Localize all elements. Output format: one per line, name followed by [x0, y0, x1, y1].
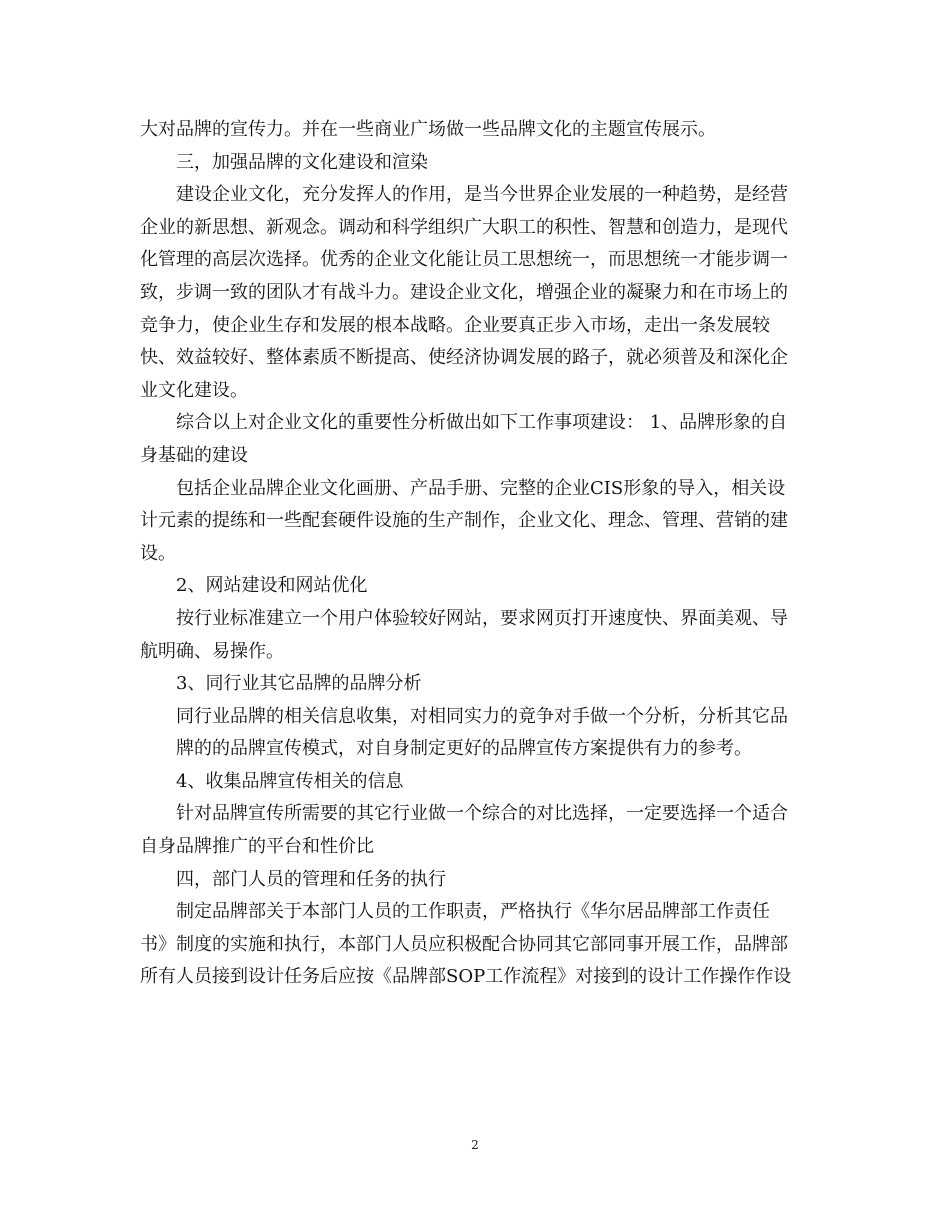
text-line: 牌的的品牌宣传模式，对自身制定更好的品牌宣传方案提供有力的参考。 — [176, 738, 752, 760]
page-number: 2 — [471, 1138, 479, 1152]
text-line: 化管理的高层次选择。优秀的企业文化能让员工思想统一，而思想统一才能步调一 — [140, 249, 788, 271]
text-line: 致，步调一致的团队才有战斗力。建设企业文化，增强企业的凝聚力和在市场上的 — [140, 281, 788, 303]
text-line: 自身品牌推广的平台和性价比 — [140, 836, 374, 858]
text-line: 建设企业文化，充分发挥人的作用，是当今世界企业发展的一种趋势，是经营 — [176, 184, 788, 206]
text-line: 针对品牌宣传所需要的其它行业做一个综合的对比选择，一定要选择一个适合 — [176, 803, 788, 825]
text-line: 包括企业品牌企业文化画册、产品手册、完整的企业CIS形象的导入，相关设 — [176, 477, 786, 499]
text-line: 书》制度的实施和执行，本部门人员应积极配合协同其它部同事开展工作，品牌部 — [140, 933, 788, 955]
text-line: 4、收集品牌宣传相关的信息 — [176, 770, 404, 792]
text-line: 所有人员接到设计任务后应按《品牌部SOP工作流程》对接到的设计工作操作作设 — [140, 966, 792, 988]
text-line: 大对品牌的宣传力。并在一些商业广场做一些品牌文化的主题宣传展示。 — [140, 119, 716, 140]
document-body — [140, 114, 812, 994]
text-line: 设。 — [140, 542, 176, 564]
text-line: 四，部门人员的管理和任务的执行 — [176, 868, 446, 890]
text-line: 2、网站建设和网站优化 — [176, 575, 368, 597]
text-line: 同行业品牌的相关信息收集，对相同实力的竟争对手做一个分析，分析其它品 — [176, 705, 788, 727]
text-line: 身基础的建设 — [140, 444, 248, 466]
text-line: 按行业标准建立一个用户体验较好网站，要求网页打开速度快、界面美观、导 — [176, 607, 788, 629]
text-line: 竞争力，使企业生存和发展的根本战略。企业要真正步入市场，走出一条发展较 — [140, 314, 770, 336]
text-line: 航明确、易操作。 — [140, 640, 284, 662]
text-line: 三，加强品牌的文化建设和渲染 — [176, 151, 428, 173]
text-line: 综合以上对企业文化的重要性分析做出如下工作事项建设： 1、品牌形象的自 — [176, 412, 788, 434]
text-line: 3、同行业其它品牌的品牌分析 — [176, 673, 422, 695]
text-line: 业文化建设。 — [140, 379, 248, 401]
text-line: 企业的新思想、新观念。调动和科学组织广大职工的积性、智慧和创造力，是现代 — [140, 216, 788, 238]
text-line: 制定品牌部关于本部门人员的工作职责，严格执行《华尔居品牌部工作责任 — [176, 901, 770, 923]
text-line: 快、效益较好、整体素质不断提高、使经济协调发展的路子，就必须普及和深化企 — [140, 347, 788, 369]
text-line: 计元素的提练和一些配套硬件设施的生产制作，企业文化、理念、管理、营销的建 — [140, 510, 788, 532]
